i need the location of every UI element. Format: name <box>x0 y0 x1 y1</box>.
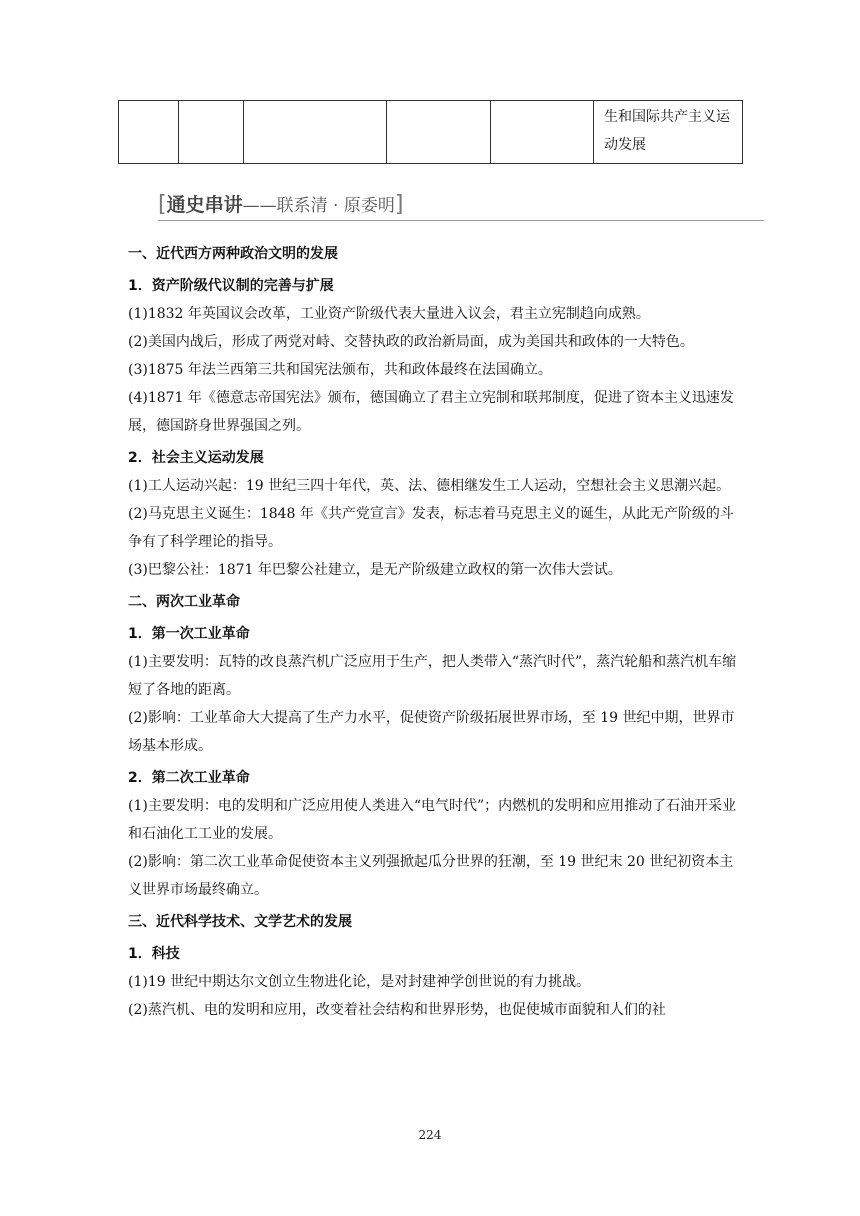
section-heading: 一、近代西方两种政治文明的发展 <box>128 246 338 262</box>
section-banner <box>158 190 764 221</box>
paragraph: (1)19 世纪中期达尔文创立生物进化论，是对封建神学创世说的有力挑战。 <box>128 974 591 990</box>
section-heading: 1．资产阶级代议制的完善与扩展 <box>128 278 334 294</box>
paragraph: (1)主要发明：电的发明和广泛应用使人类进入“电气时代”；内燃机的发明和应用推动了石油开采业和石油化工工业的发展。 <box>128 798 737 842</box>
paragraph: (2)蒸汽机、电的发明和应用，改变着社会结构和世界形势，也促使城市面貌和人们的社 <box>128 1002 666 1018</box>
paragraph: (4)1871 年《德意志帝国宪法》颁布，德国确立了君主立宪制和联邦制度，促进了资本主义迅速发展，德国跻身世界强国之列。 <box>128 390 734 434</box>
paragraph: (2)马克思主义诞生：1848 年《共产党宣言》发表，标志着马克思主义的诞生，从此无产阶级的斗争有了科学理论的指导。 <box>128 506 734 550</box>
paragraph: (2)影响：第二次工业革命促使资本主义列强掀起瓜分世界的狂潮，至 19 世纪末 20 世纪初资本主义世界市场最终确立。 <box>128 854 734 898</box>
section-heading: 1．科技 <box>128 946 180 962</box>
banner-subtitle: 联系清 · 原委明 <box>276 196 395 216</box>
table-cell <box>119 101 179 164</box>
table-cell <box>244 101 387 164</box>
section-heading: 二、两次工业革命 <box>128 594 240 610</box>
section-heading: 2．第二次工业革命 <box>128 770 250 786</box>
paragraph: (1)主要发明：瓦特的改良蒸汽机广泛应用于生产，把人类带入“蒸汽时代”，蒸汽轮船和蒸汽机车缩短了各地的距离。 <box>128 654 737 698</box>
section-heading: 1．第一次工业革命 <box>128 626 250 642</box>
banner-title: 通史串讲 <box>166 194 243 216</box>
paragraph: (3)1875 年法兰西第三共和国宪法颁布，共和政体最终在法国确立。 <box>128 362 552 378</box>
page-number: 224 <box>418 1128 442 1142</box>
paragraph: (1)1832 年英国议会改革，工业资产阶级代表大量进入议会，君主立宪制趋向成熟。 <box>128 306 650 322</box>
paragraph: (1)工人运动兴起：19 世纪三四十年代，英、法、德相继发生工人运动，空想社会主义思潮兴起。 <box>128 478 731 494</box>
table-cell-last: 生和国际共产主义运动发展 <box>594 101 743 164</box>
section-heading: 2．社会主义运动发展 <box>128 450 264 466</box>
content-body <box>128 236 740 1024</box>
banner-open-bracket: [ <box>158 192 167 217</box>
table-cell <box>387 101 491 164</box>
banner-dash: —— <box>242 196 277 216</box>
table-row <box>119 101 743 164</box>
paragraph: (3)巴黎公社：1871 年巴黎公社建立，是无产阶级建立政权的第一次伟大尝试。 <box>128 562 622 578</box>
banner-close-bracket: ] <box>394 192 404 217</box>
paragraph: (2)美国内战后，形成了两党对峙、交替执政的政治新局面，成为美国共和政体的一大特色。 <box>128 334 694 350</box>
paragraph: (2)影响：工业革命大大提高了生产力水平，促使资产阶级拓展世界市场，至 19 世纪中期，世界市场基本形成。 <box>128 710 735 754</box>
table-cell <box>491 101 594 164</box>
section-heading: 三、近代科学技术、文学艺术的发展 <box>128 914 352 930</box>
continuation-table <box>118 100 743 164</box>
table-cell <box>179 101 244 164</box>
